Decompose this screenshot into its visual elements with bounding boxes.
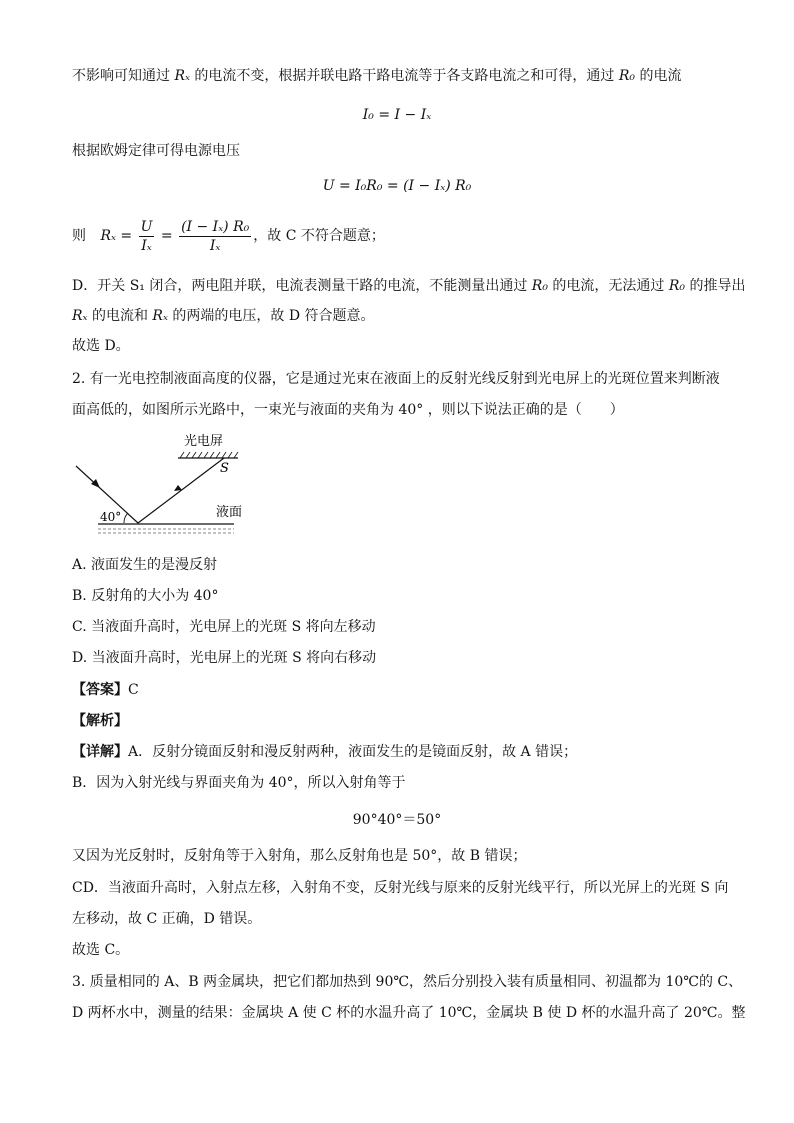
screen-label: 光电屏 bbox=[184, 434, 224, 449]
detail-line: B．因为入射光线与界面夹角为 40°，所以入射角等于 bbox=[72, 775, 406, 791]
symbol-rx: Rₓ bbox=[174, 68, 190, 84]
text-run: ，故 C 不符合题意； bbox=[253, 228, 385, 244]
question-stem: D 两杯水中，测量的结果：金属块 A 使 C 杯的水温升高了 10℃，金属块 B 使 D 杯的水温升高了 20℃。整 bbox=[72, 1005, 746, 1021]
text-run: 的电流和 bbox=[87, 308, 153, 324]
option-a: A. 液面发生的是漫反射 bbox=[72, 557, 218, 573]
question-stem: 面高低的，如图所示光路中，一束光与液面的夹角为 40° ，则以下说法正确的是（ ） bbox=[72, 402, 624, 418]
text-run: 的电流 bbox=[635, 68, 682, 84]
text-run: 的两端的电压，故 D 符合题意。 bbox=[167, 308, 375, 324]
equation-voltage: U = I₀R₀ = (I − Iₓ) R₀ bbox=[322, 178, 472, 194]
analysis-tag: 【解析】 bbox=[72, 713, 128, 729]
reflected-arrow bbox=[174, 485, 182, 491]
fraction-denominator: Iₓ bbox=[141, 237, 152, 254]
conclusion-line: 故选 C。 bbox=[72, 942, 130, 958]
text-line: 故选 D。 bbox=[72, 338, 130, 354]
spot-label: S bbox=[220, 461, 229, 476]
text-line bbox=[72, 276, 745, 296]
fraction-ohm bbox=[179, 218, 251, 255]
detail-tag: 【详解】 bbox=[72, 744, 128, 760]
text-run: 的电流不变，根据并联电路干路电流等于各支路电流之和可得，通过 bbox=[189, 68, 619, 84]
option-b: B. 反射角的大小为 40° bbox=[72, 588, 219, 604]
reflected-ray bbox=[138, 458, 224, 523]
surface-label: 液面 bbox=[216, 505, 243, 520]
text-line: 根据欧姆定律可得电源电压 bbox=[72, 143, 240, 159]
detail-line: 左移动，故 C 正确，D 错误。 bbox=[72, 911, 262, 927]
option-d: D. 当液面升高时，光电屏上的光斑 S 将向右移动 bbox=[72, 650, 377, 666]
symbol-r0: R₀ bbox=[531, 278, 548, 294]
text-run: 闭合，两电阻并联，电流表测量干路的电流，不能测量出通过 bbox=[144, 278, 532, 294]
fraction-numerator: U bbox=[140, 218, 153, 235]
symbol-r0: R₀ bbox=[668, 278, 686, 294]
text-run: A．反射分镜面反射和漫反射两种，液面发生的是镜面反射，故 A 错误； bbox=[128, 744, 578, 760]
question-stem: 3. 质量相同的 A、B 两金属块，把它们都加热到 90℃，然后分别投入装有质量相同、初温都为 10℃的 C、 bbox=[72, 974, 743, 990]
text-run: D．开关 bbox=[72, 278, 130, 294]
text-line bbox=[72, 306, 375, 326]
equation-i0: I₀ = I − Iₓ bbox=[362, 107, 432, 123]
symbol-r0: R₀ bbox=[618, 68, 636, 84]
option-c: C. 当液面升高时，光电屏上的光斑 S 将向左移动 bbox=[72, 619, 376, 635]
symbol-rx: Rₓ bbox=[152, 308, 168, 324]
text-run: 的推导出 bbox=[685, 278, 746, 294]
text-run: 的电流，无法通过 bbox=[547, 278, 669, 294]
symbol-s1: S₁ bbox=[129, 278, 145, 294]
angle-arc bbox=[124, 513, 128, 523]
answer-value: C bbox=[128, 682, 139, 698]
answer-line bbox=[72, 680, 139, 700]
answer-tag: 【答案】 bbox=[72, 682, 128, 698]
fraction-numerator: (I − Iₓ) R₀ bbox=[181, 218, 250, 235]
screen-hatching bbox=[180, 452, 238, 458]
text-run: 不影响可知通过 bbox=[72, 68, 175, 84]
question-stem: 2. 有一光电控制液面高度的仪器，它是通过光束在液面上的反射光线反射到光电屏上的光斑位置来判断液 bbox=[72, 371, 720, 387]
fraction-u-ix bbox=[139, 218, 155, 255]
calc-line: 90°40°＝50° bbox=[352, 812, 442, 828]
detail-line bbox=[72, 742, 577, 762]
text-line bbox=[72, 66, 681, 86]
fraction-denominator: Iₓ bbox=[209, 237, 221, 254]
angle-label: 40° bbox=[100, 510, 122, 524]
detail-line: 又因为光反射时，反射角等于入射角，那么反射角也是 50°，故 B 错误； bbox=[72, 848, 527, 864]
detail-line: CD．当液面升高时，入射点左移，入射角不变，反射光线与原来的反射光线平行，所以光屏上的光斑 S 向 bbox=[72, 880, 729, 896]
symbol-rx-eq: Rₓ = bbox=[100, 228, 133, 244]
text-run: 则 bbox=[72, 228, 86, 244]
symbol-rx: Rₓ bbox=[72, 308, 88, 324]
equation-rx-line: 则 Rₓ = $\frac{U}{\text{Iₓ}}$ = $\frac{\text{(I − Iₓ) R₀}}{\text{Iₓ}}$ ，故 C 不符合题意； bbox=[72, 218, 385, 254]
optics-figure bbox=[70, 428, 270, 543]
